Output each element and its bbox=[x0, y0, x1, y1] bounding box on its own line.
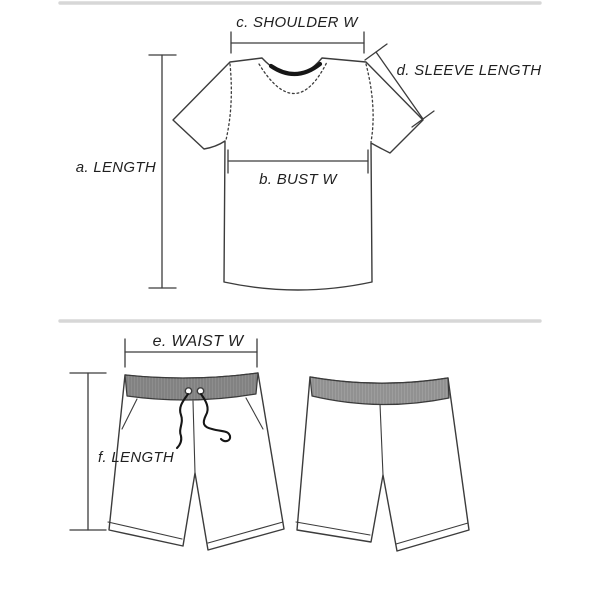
shorts-back-diagram bbox=[296, 377, 469, 551]
shoulder-width-label: c. SHOULDER W bbox=[236, 14, 358, 31]
shorts-front-waistband-rib bbox=[125, 373, 258, 400]
shoulder-measure-line bbox=[231, 32, 364, 53]
bust-width-label: b. BUST W bbox=[259, 171, 337, 188]
waist-width-label: e. WAIST W bbox=[152, 333, 244, 350]
shirt-length-label: a. LENGTH bbox=[75, 159, 156, 176]
shorts-length-label: f. LENGTH bbox=[97, 449, 175, 466]
sleeve-length-label: d. SLEEVE LENGTH bbox=[396, 62, 542, 79]
